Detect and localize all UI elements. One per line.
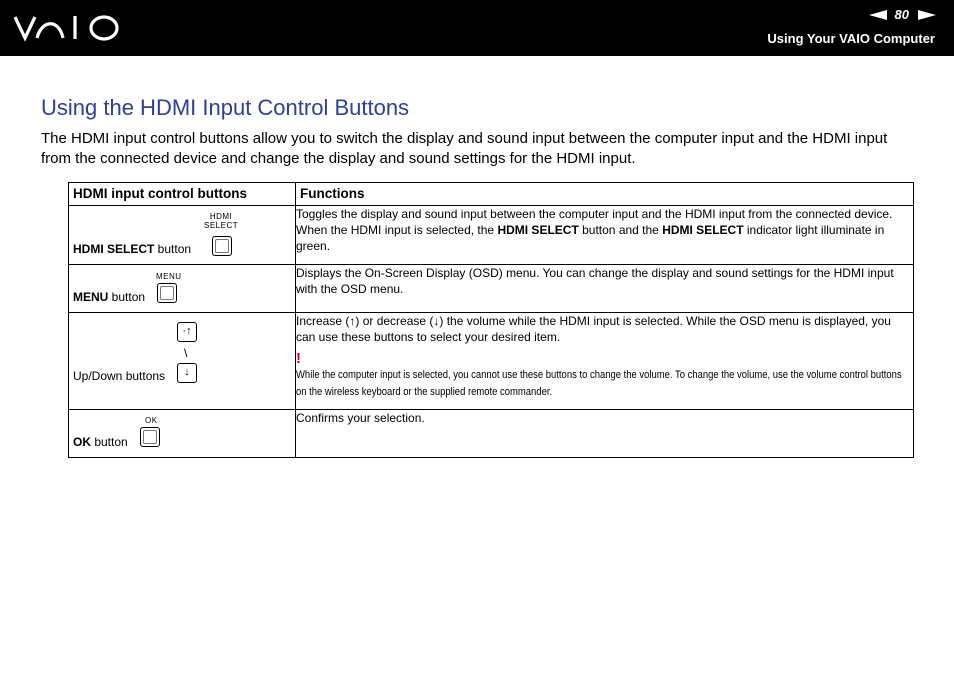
menu-caption: MENU: [156, 272, 182, 281]
button-cell-menu: [69, 265, 296, 313]
hdmi-select-label: HDMI SELECT button: [73, 242, 192, 256]
warning-note: While the computer input is selected, you cannot use these buttons to change the volume. To change the volume, use the volume control buttons on the wireless keyboard or the supplied remote commander.: [296, 369, 902, 398]
header-bar: [0, 0, 954, 56]
up-down-label: Up/Down buttons: [73, 369, 166, 383]
table-row: [69, 313, 914, 410]
ok-label: OK button: [73, 435, 128, 449]
table-row: [69, 265, 914, 313]
column-header-buttons: HDMI input control buttons: [69, 183, 296, 206]
warning-icon: !: [296, 350, 301, 367]
menu-label: MENU button: [73, 290, 146, 304]
hdmi-buttons-table: [68, 182, 914, 458]
section-title: Using Your VAIO Computer: [767, 31, 935, 46]
hdmi-select-caption: HDMI SELECT: [204, 212, 239, 230]
button-cell-ok: [69, 410, 296, 458]
next-page-arrow-icon[interactable]: [918, 10, 936, 20]
page-title: Using the HDMI Input Control Buttons: [41, 95, 410, 120]
ok-caption: OK: [145, 416, 158, 425]
button-cell-up-down: [69, 313, 296, 410]
menu-button-icon: [157, 283, 177, 303]
down-arrow-icon: ↓: [433, 314, 440, 328]
ok-button-icon: [140, 427, 160, 447]
function-cell-up-down: [296, 313, 914, 410]
page-navigation: [869, 7, 936, 22]
intro-paragraph: The HDMI input control buttons allow you to switch the display and sound input between the computer input and the HDMI input from the connected device and change the display and sound settings for the HDMI input.: [41, 130, 888, 167]
table-row: [69, 206, 914, 265]
function-cell-ok: Confirms your selection.: [296, 410, 914, 458]
prev-page-arrow-icon[interactable]: [869, 10, 887, 20]
hdmi-select-button-icon: [212, 236, 232, 256]
table-header-row: [69, 183, 914, 206]
vaio-logo: [13, 13, 121, 43]
table-row: [69, 410, 914, 458]
page-number: 80: [894, 7, 909, 22]
function-cell-hdmi-select: Toggles the display and sound input between the computer input and the HDMI input from the connected device. When the HDMI input is selected, the HDMI SELECT button and the HDMI SELECT indicator light illuminate in green.: [296, 206, 914, 265]
up-arrow-icon: ↑: [349, 314, 356, 328]
up-button-icon: ·↑: [177, 322, 197, 342]
up-down-separator: \: [184, 346, 188, 360]
function-cell-menu: Displays the On-Screen Display (OSD) menu. You can change the display and sound settings for the HDMI input with the OSD menu.: [296, 265, 914, 313]
button-cell-hdmi-select: [69, 206, 296, 265]
up-down-description: Increase (↑) or decrease (↓) the volume while the HDMI input is selected. While the OSD menu is displayed, you can use these buttons to select your desired item.: [296, 314, 891, 344]
column-header-functions: Functions: [296, 183, 914, 206]
down-button-icon: ↓: [177, 363, 197, 383]
